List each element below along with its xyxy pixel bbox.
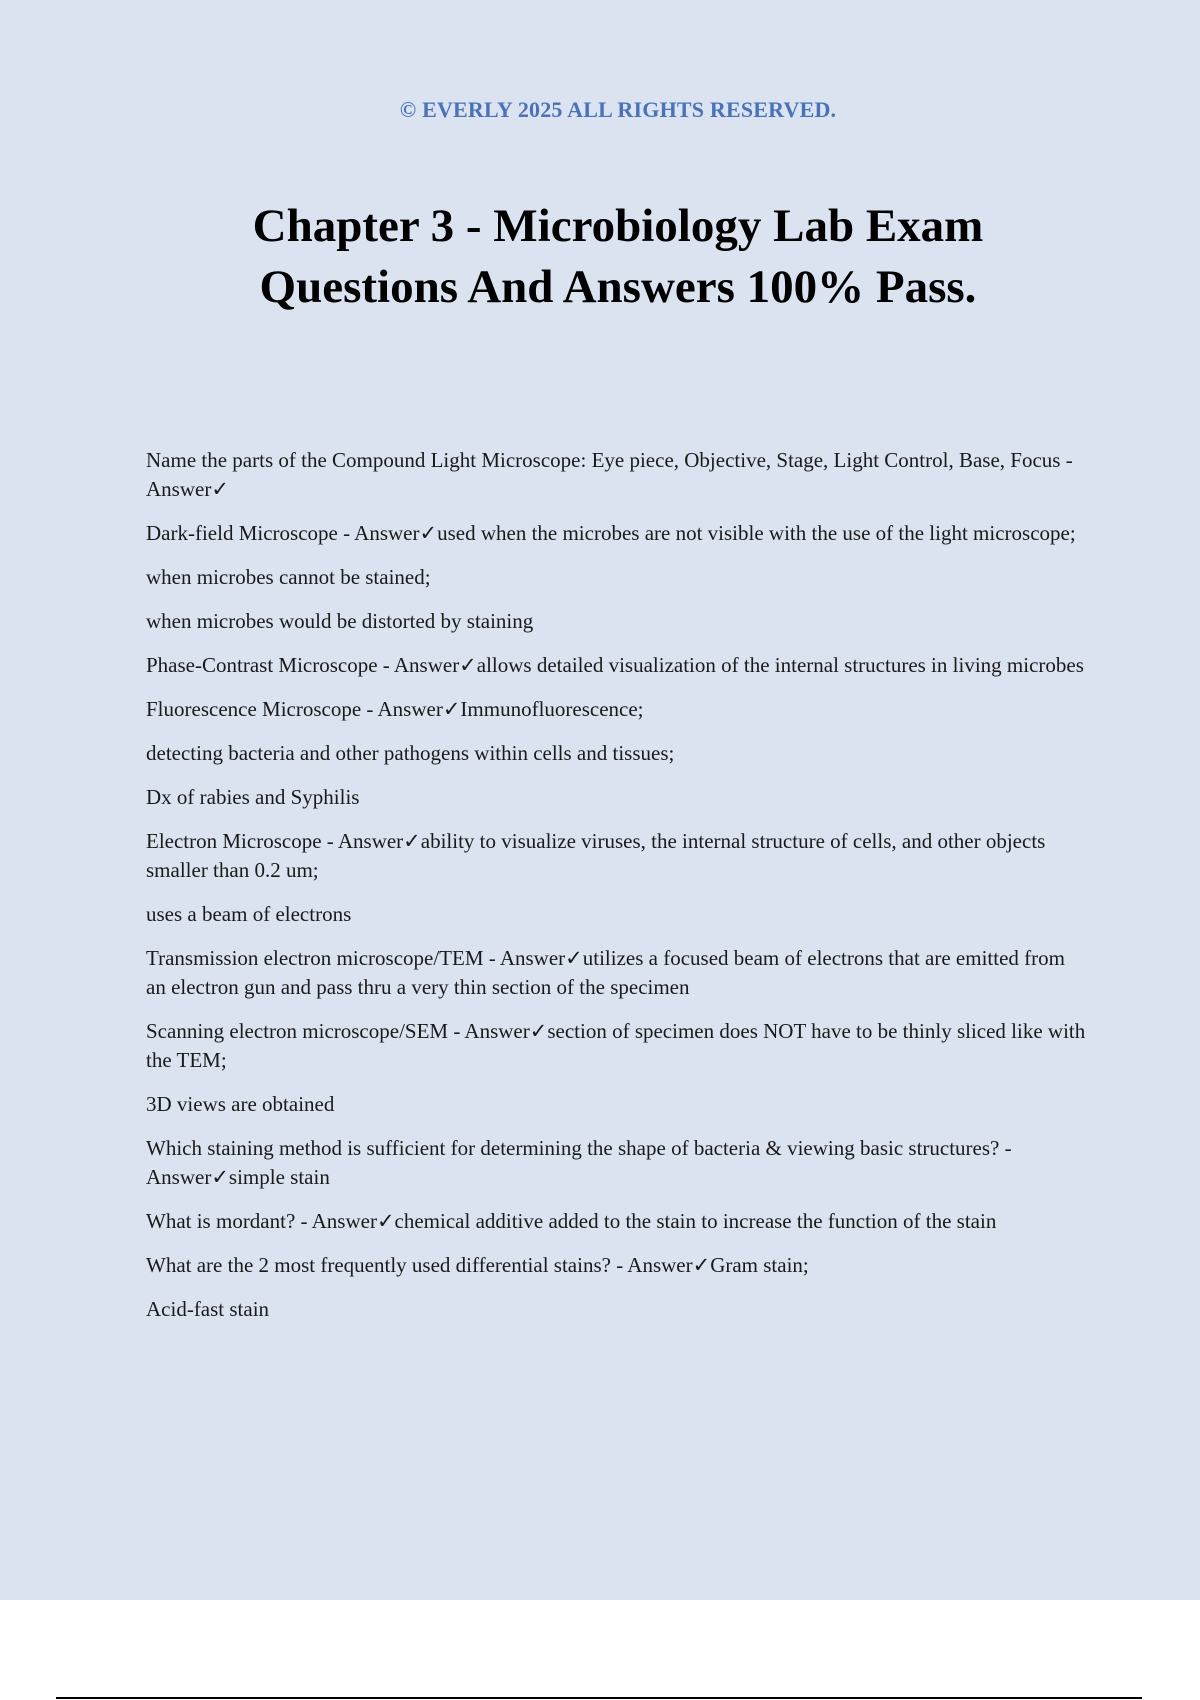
qa-paragraph: Transmission electron microscope/TEM - Answer✓utilizes a focused beam of electrons that are emitted from an electron gun and pass thru a very thin section of the specimen: [146, 946, 1065, 999]
qa-paragraph: 3D views are obtained: [146, 1092, 335, 1116]
qa-paragraph: uses a beam of electrons: [146, 902, 352, 926]
footer-divider: [56, 1697, 1142, 1699]
qa-paragraph: Phase-Contrast Microscope - Answer✓allows detailed visualization of the internal structures in living microbes: [146, 653, 1084, 677]
qa-paragraph: What is mordant? - Answer✓chemical additive added to the stain to increase the function of the stain: [146, 1209, 997, 1233]
qa-paragraph: Dark-field Microscope - Answer✓used when the microbes are not visible with the use of the light microscope;: [146, 521, 1076, 545]
qa-paragraph: Which staining method is sufficient for determining the shape of bacteria & viewing basic structures? - Answer✓simple stain: [146, 1136, 1012, 1189]
qa-paragraph: What are the 2 most frequently used differential stains? - Answer✓Gram stain;: [146, 1253, 809, 1277]
qa-paragraph: Electron Microscope - Answer✓ability to visualize viruses, the internal structure of cells, and other objects smaller than 0.2 um;: [146, 829, 1046, 882]
qa-paragraph: Acid-fast stain: [146, 1297, 270, 1321]
qa-paragraph: Scanning electron microscope/SEM - Answer✓section of specimen does NOT have to be thinly sliced like with the TEM;: [146, 1019, 1086, 1072]
qa-paragraph: Name the parts of the Compound Light Microscope: Eye piece, Objective, Stage, Light Control, Base, Focus - Answer✓: [146, 448, 1073, 501]
document-body: [146, 446, 1086, 1339]
qa-paragraph: when microbes cannot be stained;: [146, 565, 431, 589]
copyright-notice: © EVERLY 2025 ALL RIGHTS RESERVED.: [399, 97, 837, 122]
document-title: [0, 196, 1200, 318]
qa-paragraph: Fluorescence Microscope - Answer✓Immunofluorescence;: [146, 697, 644, 721]
qa-paragraph: when microbes would be distorted by staining: [146, 609, 534, 633]
document-title-line-1: Chapter 3 - Microbiology Lab Exam: [252, 200, 984, 252]
qa-paragraph: Dx of rabies and Syphilis: [146, 785, 360, 809]
qa-paragraph: detecting bacteria and other pathogens within cells and tissues;: [146, 741, 675, 765]
document-title-line-2: Questions And Answers 100% Pass.: [259, 261, 977, 313]
